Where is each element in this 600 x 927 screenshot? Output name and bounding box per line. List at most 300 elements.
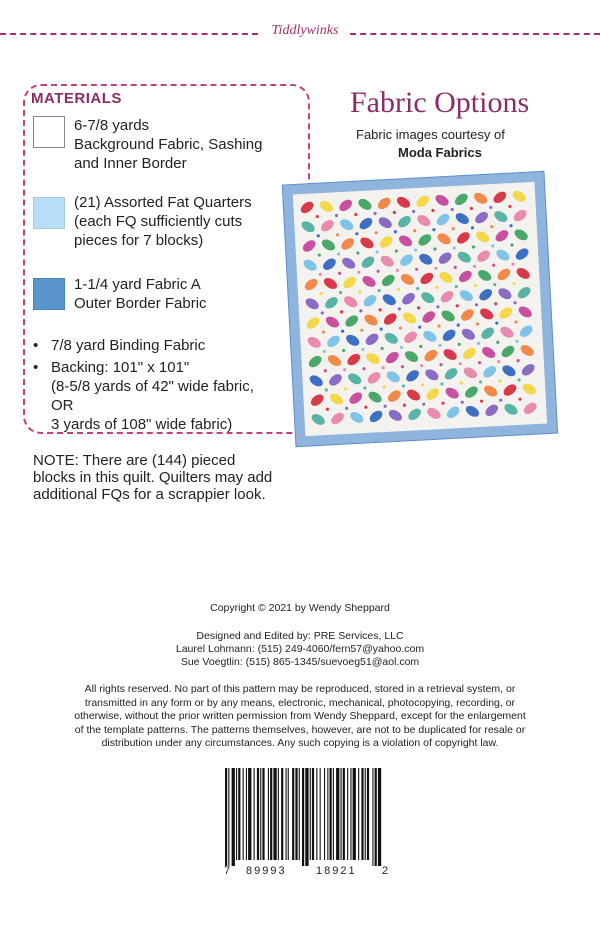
quilt-block — [438, 270, 455, 285]
quilt-cornerstone — [518, 398, 521, 401]
fabric-brand-name: Moda Fabrics — [398, 145, 482, 160]
quilt-cornerstone — [340, 310, 343, 313]
quilt-cornerstone — [416, 287, 419, 290]
barcode-bar — [358, 768, 359, 860]
barcode-bar — [378, 768, 381, 866]
quilt-cornerstone — [320, 292, 323, 295]
barcode-digit-group: 2 — [382, 865, 389, 877]
barcode-bar — [268, 768, 269, 860]
quilt-cornerstone — [515, 340, 518, 343]
quilt-block — [362, 312, 379, 327]
quilt-cornerstone — [316, 215, 319, 218]
barcode-bar — [324, 768, 325, 860]
barcode-bar — [316, 768, 317, 860]
quilt-cornerstone — [434, 267, 437, 270]
quilt-block — [414, 193, 431, 209]
quilt-block-grid — [298, 188, 539, 428]
quilt-cornerstone — [359, 309, 362, 312]
quilt-cornerstone — [476, 322, 479, 325]
quilt-cornerstone — [361, 348, 364, 351]
quilt-cornerstone — [477, 342, 480, 345]
barcode-bar — [375, 768, 377, 866]
quilt-cornerstone — [322, 331, 325, 334]
quilt-cornerstone — [454, 266, 457, 269]
quilt-block — [326, 353, 343, 368]
copyright-line: Copyright © 2021 by Wendy Sheppard — [210, 602, 390, 614]
quilt-cornerstone — [440, 382, 443, 385]
material-line: 1-1/4 yard Fabric A — [74, 276, 201, 293]
quilt-cornerstone — [342, 349, 345, 352]
quilt-block — [329, 410, 346, 426]
quilt-cornerstone — [457, 323, 460, 326]
quilt-block — [346, 371, 363, 386]
barcode-bar — [353, 768, 356, 860]
quilt-block — [477, 287, 494, 303]
brand-divider-left — [0, 33, 258, 35]
quilt-cornerstone — [514, 320, 517, 323]
quilt-cornerstone — [374, 231, 377, 234]
material-line: (21) Assorted Fat Quarters — [74, 194, 252, 211]
quilt-cornerstone — [356, 251, 359, 254]
outer-border-swatch — [33, 278, 65, 310]
quilt-block — [455, 230, 472, 246]
quilt-block — [385, 369, 402, 384]
quilt-cornerstone — [403, 404, 406, 407]
material-line: Outer Border Fabric — [74, 295, 207, 312]
quilt-block — [416, 232, 433, 248]
quilt-cornerstone — [375, 250, 378, 253]
quilt-cornerstone — [324, 369, 327, 372]
quilt-block — [425, 406, 442, 421]
quilt-cornerstone — [357, 271, 360, 274]
quilt-block — [337, 197, 354, 213]
brand-header — [0, 23, 600, 40]
quilt-block — [500, 363, 517, 378]
barcode-bar — [243, 768, 244, 860]
quilt-cornerstone — [508, 205, 511, 208]
quilt-block — [366, 370, 383, 386]
quilt-cornerstone — [376, 270, 379, 273]
rights-line: of the template patterns. The patterns themselves, however, are not to be duplicated for resale or — [74, 723, 526, 736]
quilt-block — [457, 268, 474, 284]
quilt-cornerstone — [377, 289, 380, 292]
quilt-block — [379, 253, 396, 268]
quilt-cornerstone — [493, 283, 496, 286]
quilt-block — [440, 308, 457, 323]
barcode-bar — [254, 768, 255, 860]
quilt-block — [356, 197, 373, 212]
quilt-block — [520, 362, 537, 378]
quilt-block — [464, 404, 481, 419]
quilt-cornerstone — [381, 366, 384, 369]
barcode-bar — [312, 768, 314, 860]
quilt-block — [519, 343, 536, 358]
quilt-cornerstone — [339, 291, 342, 294]
barcode-bar — [372, 768, 373, 866]
quilt-block — [325, 333, 342, 349]
quilt-block — [348, 410, 365, 425]
quilt-block — [309, 392, 326, 408]
quilt-cornerstone — [393, 211, 396, 214]
quilt-cornerstone — [323, 350, 326, 353]
barcode-bar — [361, 768, 363, 860]
quilt-block — [368, 408, 385, 424]
quilt-cornerstone — [325, 388, 328, 391]
quilt-block — [321, 256, 338, 272]
quilt-cornerstone — [358, 290, 361, 293]
barcode-bar — [225, 768, 227, 866]
material-line: 6-7/8 yards — [74, 117, 150, 134]
quilt-cornerstone — [458, 343, 461, 346]
quilt-cornerstone — [382, 385, 385, 388]
quilt-block — [511, 189, 528, 204]
bullet-line: Backing: 101" x 101" — [51, 359, 190, 376]
material-item-background — [74, 116, 262, 173]
quilt-cornerstone — [437, 324, 440, 327]
quilt-block — [460, 327, 477, 342]
rights-statement — [50, 683, 550, 751]
quilt-cornerstone — [317, 234, 320, 237]
quilt-cornerstone — [431, 209, 434, 212]
quilt-block — [493, 228, 510, 244]
quilt-block — [403, 349, 420, 364]
quilt-cornerstone — [417, 306, 420, 309]
quilt-block — [492, 209, 509, 224]
quilt-cornerstone — [415, 268, 418, 271]
quilt-cornerstone — [474, 284, 477, 287]
barcode-bar — [292, 768, 294, 860]
bullet-icon: • — [33, 337, 39, 354]
quilt-block — [327, 372, 344, 388]
quilt-cornerstone — [473, 265, 476, 268]
quilt-cornerstone — [344, 387, 347, 390]
material-line: pieces for 7 blocks) — [74, 232, 204, 249]
quilt-block — [417, 251, 434, 266]
quilt-block — [444, 385, 461, 400]
quilt-block — [497, 305, 514, 321]
quilt-block — [478, 306, 495, 321]
barcode-bar — [232, 768, 235, 866]
fabric-courtesy-text: Fabric images courtesy of — [356, 127, 505, 142]
quilt-block — [364, 331, 381, 347]
quilt-cornerstone — [335, 214, 338, 217]
bullet-icon: • — [33, 359, 39, 376]
material-line: and Inner Border — [74, 155, 187, 172]
barcode-bar — [327, 768, 328, 860]
quilt-cornerstone — [478, 361, 481, 364]
fat-quarters-swatch — [33, 197, 65, 229]
quilt-cornerstone — [384, 405, 387, 408]
quilt-block — [387, 408, 404, 423]
quilt-block — [454, 211, 471, 226]
quilt-cornerstone — [436, 305, 439, 308]
quilt-center — [293, 182, 547, 436]
quilt-block — [419, 290, 436, 305]
material-line: (each FQ sufficiently cuts — [74, 213, 243, 230]
barcode-bar — [310, 768, 311, 860]
quilt-block — [479, 325, 496, 341]
quilt-cornerstone — [402, 384, 405, 387]
quilt-block — [405, 387, 422, 402]
quilt-block — [495, 266, 512, 282]
designed-by-line: Designed and Edited by: PRE Services, LLC — [196, 630, 404, 642]
bullet-line: 3 yards of 108" wide fabric) — [51, 416, 233, 433]
quilt-cornerstone — [421, 383, 424, 386]
quilt-block — [396, 214, 413, 230]
quilt-cornerstone — [380, 347, 383, 350]
quilt-block — [360, 274, 377, 289]
quilt-cornerstone — [419, 345, 422, 348]
quilt-cornerstone — [510, 243, 513, 246]
quilt-cornerstone — [363, 386, 366, 389]
barcode-digit-group: 89993 — [246, 865, 287, 877]
quilt-block — [399, 272, 416, 287]
quilt-block — [422, 347, 439, 363]
barcode-bar — [228, 768, 229, 866]
quilt-block — [308, 373, 325, 388]
quilt-block — [436, 231, 453, 246]
quilt-cornerstone — [453, 246, 456, 249]
quilt-block — [318, 199, 335, 214]
quilt-block — [499, 343, 516, 359]
quilt-cornerstone — [354, 213, 357, 216]
barcode-bar — [257, 768, 259, 860]
quilt-block — [483, 402, 500, 418]
quilt-cornerstone — [395, 249, 398, 252]
quilt-cornerstone — [472, 245, 475, 248]
quilt-block — [443, 366, 460, 382]
quilt-block — [376, 195, 393, 211]
quilt-block — [515, 266, 532, 281]
quilt-block — [513, 227, 530, 242]
quilt-block — [494, 247, 511, 262]
quilt-block — [319, 218, 336, 234]
bullet-item-binding — [33, 336, 254, 355]
material-line: Background Fabric, Sashing — [74, 136, 263, 153]
material-item-outer-border — [74, 275, 207, 313]
quilt-block — [377, 215, 394, 230]
quilt-block — [328, 391, 345, 406]
quilt-block — [395, 195, 412, 210]
barcode-bar — [278, 768, 279, 860]
barcode-bar — [246, 768, 247, 860]
quilt-cornerstone — [516, 359, 519, 362]
quilt-cornerstone — [413, 229, 416, 232]
quilt-block — [386, 388, 403, 404]
quilt-block — [463, 384, 480, 400]
quilt-cornerstone — [399, 326, 402, 329]
quilt-block — [517, 304, 534, 319]
bullet-line: OR — [51, 397, 74, 414]
materials-bullet-list — [33, 336, 254, 437]
quilt-block — [338, 217, 355, 232]
barcode-bar — [286, 768, 287, 860]
bullet-line: 7/8 yard Binding Fabric — [51, 337, 206, 354]
quilt-block — [341, 274, 358, 290]
quilt-cornerstone — [509, 224, 512, 227]
quilt-block — [382, 311, 399, 327]
quilt-cornerstone — [321, 311, 324, 314]
brand-name: Tiddlywinks — [271, 23, 339, 38]
quilt-block — [418, 270, 435, 286]
barcode-bar — [336, 768, 339, 860]
quilt-block — [357, 216, 374, 232]
fabric-options-title: Fabric Options — [350, 86, 530, 119]
quilt-block — [459, 307, 476, 323]
quilt-block — [456, 249, 473, 264]
barcode-bar — [299, 768, 300, 860]
note-line: additional FQs for a scrappier look. — [33, 486, 266, 503]
quilt-block — [433, 193, 450, 208]
quilt-cornerstone — [511, 263, 514, 266]
note-line: NOTE: There are (144) pieced — [33, 452, 236, 469]
quilt-cornerstone — [418, 325, 421, 328]
quilt-block — [458, 288, 475, 303]
quilt-block — [342, 294, 359, 309]
bullet-line: (8-5/8 yards of 42" wide fabric, — [51, 378, 254, 395]
quilt-block — [522, 400, 539, 416]
quilt-block — [323, 295, 340, 311]
barcode-bar — [347, 768, 348, 860]
barcode-bars — [222, 768, 387, 866]
quilt-cornerstone — [433, 247, 436, 250]
quilt-cornerstone — [460, 381, 463, 384]
barcode-bar — [330, 768, 332, 860]
quilt-block — [482, 383, 499, 398]
quilt-cornerstone — [495, 321, 498, 324]
quilt-block — [437, 250, 454, 266]
quilt-block — [514, 246, 531, 262]
barcode-digit-group: 7 — [224, 865, 231, 877]
barcode-bar — [248, 768, 251, 860]
barcode-bar — [236, 768, 237, 860]
quilt-block — [424, 386, 441, 402]
rights-line: distribution under any circumstances. Any such copying is a violation of copyright law. — [101, 737, 499, 749]
quilt-block — [474, 229, 491, 244]
quilt-block — [320, 237, 337, 252]
quilt-block — [421, 329, 438, 344]
quilt-block — [481, 364, 498, 380]
quilt-cornerstone — [494, 302, 497, 305]
quilt-cornerstone — [343, 368, 346, 371]
quilt-cornerstone — [400, 346, 403, 349]
quilt-cornerstone — [420, 364, 423, 367]
rights-line: transmitted in any form or by any means, electronic, mechanical, photocopying, recording, or — [84, 696, 516, 709]
quilt-cornerstone — [475, 303, 478, 306]
quilt-cornerstone — [459, 362, 462, 365]
quilt-block — [475, 248, 492, 264]
quilt-cornerstone — [379, 327, 382, 330]
quilt-cornerstone — [480, 400, 483, 403]
quilt-cornerstone — [492, 264, 495, 267]
quilt-cornerstone — [362, 367, 365, 370]
quilt-block — [378, 234, 395, 250]
quilt-cornerstone — [364, 406, 367, 409]
quilt-cornerstone — [496, 341, 499, 344]
quilt-cornerstone — [401, 365, 404, 368]
quilt-block — [384, 350, 401, 366]
quilt-cornerstone — [373, 212, 376, 215]
quilt-cornerstone — [422, 403, 425, 406]
quilt-block — [359, 254, 376, 270]
quilt-cornerstone — [452, 227, 455, 230]
quilt-block — [401, 310, 418, 325]
quilt-block — [402, 329, 419, 345]
quilt-cornerstone — [336, 233, 339, 236]
quilt-cornerstone — [432, 228, 435, 231]
quilt-outer-border — [282, 171, 557, 446]
quilt-block — [441, 327, 458, 343]
quilt-block — [406, 406, 423, 422]
material-item-fat-quarters — [74, 193, 252, 250]
materials-title: MATERIALS — [31, 90, 122, 107]
quilt-block — [364, 351, 381, 366]
barcode-digits — [222, 865, 392, 879]
note-line: blocks in this quilt. Quilters may add — [33, 469, 273, 486]
barcode-bar — [341, 768, 342, 860]
barcode-bar — [333, 768, 334, 860]
quilt-cornerstone — [318, 253, 321, 256]
rights-line: All rights reserved. No part of this pattern may be reproduced, stored in a retrieval system, or — [84, 683, 516, 695]
quilt-block — [420, 309, 437, 325]
quilt-block — [339, 236, 356, 252]
quilt-block — [344, 333, 361, 348]
quilt-cornerstone — [378, 308, 381, 311]
quilt-block — [347, 390, 364, 406]
quilt-block — [383, 331, 400, 346]
quilt-block — [473, 210, 490, 226]
quilt-cornerstone — [326, 408, 329, 411]
quilt-block — [380, 272, 397, 288]
quilt-block — [462, 365, 479, 380]
quilt-block — [423, 367, 440, 382]
quilt-cornerstone — [491, 244, 494, 247]
quilt-cornerstone — [512, 282, 515, 285]
quilt-cornerstone — [455, 285, 458, 288]
quilt-cornerstone — [451, 208, 454, 211]
barcode-bar — [343, 768, 345, 860]
quilt-cornerstone — [456, 304, 459, 307]
quilt-block — [472, 191, 489, 206]
quilt-block — [491, 189, 508, 205]
blocks-note — [33, 452, 323, 503]
quilt-block — [518, 323, 535, 339]
quilt-cornerstone — [441, 402, 444, 405]
quilt-block — [476, 268, 493, 283]
quilt-block — [367, 389, 384, 404]
rights-line: otherwise, without the prior written permission from Wendy Sheppard, except for the enlargement — [74, 710, 526, 722]
barcode-bar — [305, 768, 308, 866]
barcode-bar — [288, 768, 289, 860]
barcode-bar — [238, 768, 240, 860]
quilt-block — [498, 325, 515, 340]
barcode-bar — [320, 768, 321, 860]
barcode-bar — [295, 768, 297, 860]
quilt-cornerstone — [498, 379, 501, 382]
quilt-block — [381, 292, 398, 307]
quilt-block — [480, 345, 497, 360]
quilt-cornerstone — [394, 230, 397, 233]
bullet-item-backing — [33, 358, 254, 434]
quilt-block — [340, 256, 357, 271]
contact-sue: Sue Voegtlin: (515) 865-1345/suevoeg51@aol.com — [180, 656, 420, 668]
quilt-cornerstone — [438, 344, 441, 347]
quilt-block — [439, 289, 456, 305]
quilt-cornerstone — [341, 329, 344, 332]
quilt-block — [358, 235, 375, 250]
quilt-block — [345, 352, 362, 368]
quilt-cornerstone — [412, 210, 415, 213]
